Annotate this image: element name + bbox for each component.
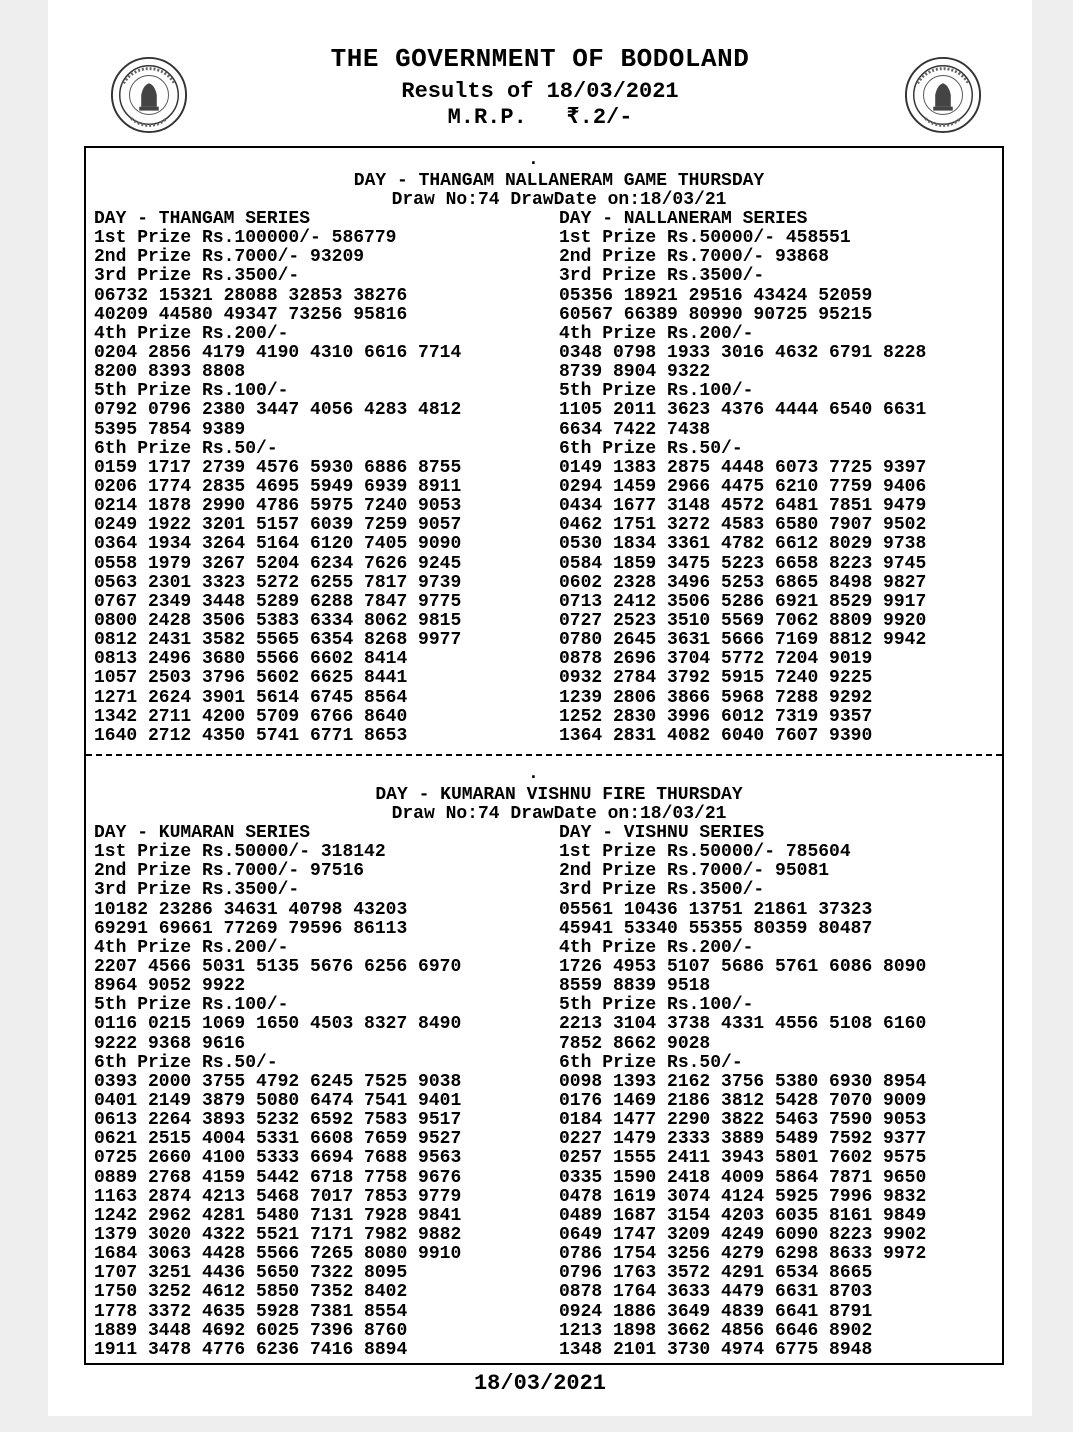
section-title: DAY - KUMARAN VISHNU FIRE THURSDAY xyxy=(375,785,743,805)
result-line: 0727 2523 3510 5569 7062 8809 9920 xyxy=(559,610,927,631)
result-line: 1348 2101 3730 4974 6775 8948 xyxy=(559,1339,873,1360)
series-column-right xyxy=(559,210,926,746)
result-line: 69291 69661 77269 79596 86113 xyxy=(94,918,408,939)
result-line: 4th Prize Rs.200/- xyxy=(559,937,754,958)
result-line: 0176 1469 2186 3812 5428 7070 9009 xyxy=(559,1090,927,1111)
result-line: 1163 2874 4213 5468 7017 7853 9779 xyxy=(94,1186,462,1207)
result-line: 3rd Prize Rs.3500/- xyxy=(94,880,300,901)
result-line: 0393 2000 3755 4792 6245 7525 9038 xyxy=(94,1071,462,1092)
result-line: 0584 1859 3475 5223 6658 8223 9745 xyxy=(559,553,927,574)
series-column-left xyxy=(94,824,461,1360)
results-box xyxy=(84,146,1004,1365)
result-line: 4th Prize Rs.200/- xyxy=(94,323,289,344)
result-line: 0602 2328 3496 5253 6865 8498 9827 xyxy=(559,572,927,593)
result-line: 1726 4953 5107 5686 5761 6086 8090 xyxy=(559,956,927,977)
result-line: 10182 23286 34631 40798 43203 xyxy=(94,899,408,920)
result-line: 1778 3372 4635 5928 7381 8554 xyxy=(94,1301,408,1322)
result-line: 1st Prize Rs.100000/- 586779 xyxy=(94,228,397,249)
result-line: 3rd Prize Rs.3500/- xyxy=(559,266,765,287)
result-line: 0204 2856 4179 4190 4310 6616 7714 xyxy=(94,342,462,363)
result-line: 8559 8839 9518 xyxy=(559,976,711,997)
section-dot: . xyxy=(528,150,539,170)
result-line: 1242 2962 4281 5480 7131 7928 9841 xyxy=(94,1205,462,1226)
result-line: 2nd Prize Rs.7000/- 93868 xyxy=(559,247,830,268)
result-line: 05561 10436 13751 21861 37323 xyxy=(559,899,873,920)
result-line: DAY - NALLANERAM SERIES xyxy=(559,209,808,229)
result-line: 06732 15321 28088 32853 38276 xyxy=(94,285,408,306)
result-line: 1271 2624 3901 5614 6745 8564 xyxy=(94,687,408,708)
result-line: 0792 0796 2380 3447 4056 4283 4812 xyxy=(94,400,462,421)
result-line: 0780 2645 3631 5666 7169 8812 9942 xyxy=(559,630,927,651)
result-line: 1364 2831 4082 6040 7607 9390 xyxy=(559,725,873,746)
result-line: 2nd Prize Rs.7000/- 93209 xyxy=(94,247,365,268)
result-line: 5395 7854 9389 xyxy=(94,419,246,440)
result-line: 0478 1619 3074 4124 5925 7996 9832 xyxy=(559,1186,927,1207)
result-line: 0434 1677 3148 4572 6481 7851 9479 xyxy=(559,496,927,517)
result-line: 0149 1383 2875 4448 6073 7725 9397 xyxy=(559,457,927,478)
result-line: 0558 1979 3267 5204 6234 7626 9245 xyxy=(94,553,462,574)
result-line: 5th Prize Rs.100/- xyxy=(559,381,754,402)
result-line: 4th Prize Rs.200/- xyxy=(94,937,289,958)
result-line: 1239 2806 3866 5968 7288 9292 xyxy=(559,687,873,708)
result-line: 6th Prize Rs.50/- xyxy=(559,1052,743,1073)
result-line: 0098 1393 2162 3756 5380 6930 8954 xyxy=(559,1071,927,1092)
result-line: 1707 3251 4436 5650 7322 8095 xyxy=(94,1263,408,1284)
result-line: 1911 3478 4776 6236 7416 8894 xyxy=(94,1339,408,1360)
result-line: 0294 1459 2966 4475 6210 7759 9406 xyxy=(559,476,927,497)
result-line: 1252 2830 3996 6012 7319 9357 xyxy=(559,706,873,727)
result-line: 0786 1754 3256 4279 6298 8633 9972 xyxy=(559,1244,927,1265)
result-line: 0364 1934 3264 5164 6120 7405 9090 xyxy=(94,534,462,555)
result-line: 0530 1834 3361 4782 6612 8029 9738 xyxy=(559,534,927,555)
result-line: 0214 1878 2990 4786 5975 7240 9053 xyxy=(94,496,462,517)
result-line: 0613 2264 3893 5232 6592 7583 9517 xyxy=(94,1110,462,1131)
result-line: 4th Prize Rs.200/- xyxy=(559,323,754,344)
result-line: 1st Prize Rs.50000/- 785604 xyxy=(559,842,851,863)
result-line: 1640 2712 4350 5741 6771 8653 xyxy=(94,725,408,746)
result-line: 0116 0215 1069 1650 4503 8327 8490 xyxy=(94,1014,462,1035)
result-line: 1st Prize Rs.50000/- 318142 xyxy=(94,842,386,863)
result-line: 0932 2784 3792 5915 7240 9225 xyxy=(559,668,873,689)
result-line: 8964 9052 9922 xyxy=(94,976,246,997)
result-line: 0813 2496 3680 5566 6602 8414 xyxy=(94,649,408,670)
results-date: Results of 18/03/2021 xyxy=(401,79,679,104)
result-line: 05356 18921 29516 43424 52059 xyxy=(559,285,873,306)
series-column-left xyxy=(94,210,461,746)
result-line: 0767 2349 3448 5289 6288 7847 9775 xyxy=(94,591,462,612)
result-line: 3rd Prize Rs.3500/- xyxy=(94,266,300,287)
result-line: 0796 1763 3572 4291 6534 8665 xyxy=(559,1263,873,1284)
result-line: 0800 2428 3506 5383 6334 8062 9815 xyxy=(94,610,462,631)
section-divider xyxy=(86,754,1002,756)
result-line: 1379 3020 4322 5521 7171 7982 9882 xyxy=(94,1224,462,1245)
result-sheet xyxy=(48,0,1032,1416)
draw-info: Draw No:74 DrawDate on:18/03/21 xyxy=(391,190,727,210)
result-line: 5th Prize Rs.100/- xyxy=(94,381,289,402)
result-line: 9222 9368 9616 xyxy=(94,1033,246,1054)
series-column-right xyxy=(559,824,926,1360)
section-dot: . xyxy=(528,764,539,784)
result-line: 0462 1751 3272 4583 6580 7907 9502 xyxy=(559,515,927,536)
draw-info: Draw No:74 DrawDate on:18/03/21 xyxy=(391,804,727,824)
result-line: 0924 1886 3649 4839 6641 8791 xyxy=(559,1301,873,1322)
result-line: 0489 1687 3154 4203 6035 8161 9849 xyxy=(559,1205,927,1226)
result-line: 0401 2149 3879 5080 6474 7541 9401 xyxy=(94,1090,462,1111)
result-line: 0878 1764 3633 4479 6631 8703 xyxy=(559,1282,873,1303)
result-line: 0348 0798 1933 3016 4632 6791 8228 xyxy=(559,342,927,363)
result-line: 0878 2696 3704 5772 7204 9019 xyxy=(559,649,873,670)
result-line: DAY - KUMARAN SERIES xyxy=(94,823,311,843)
result-line: 6634 7422 7438 xyxy=(559,419,711,440)
page-title: THE GOVERNMENT OF BODOLAND xyxy=(330,44,750,74)
result-line: 1889 3448 4692 6025 7396 8760 xyxy=(94,1320,408,1341)
result-line: 6th Prize Rs.50/- xyxy=(94,1052,278,1073)
result-line: 40209 44580 49347 73256 95816 xyxy=(94,304,408,325)
result-line: 2nd Prize Rs.7000/- 95081 xyxy=(559,861,830,882)
result-line: 0227 1479 2333 3889 5489 7592 9377 xyxy=(559,1129,927,1150)
result-line: 2213 3104 3738 4331 4556 5108 6160 xyxy=(559,1014,927,1035)
result-line: DAY - THANGAM SERIES xyxy=(94,209,311,229)
result-line: 0563 2301 3323 5272 6255 7817 9739 xyxy=(94,572,462,593)
result-line: 0257 1555 2411 3943 5801 7602 9575 xyxy=(559,1148,927,1169)
result-line: 45941 53340 55355 80359 80487 xyxy=(559,918,873,939)
result-line: 0725 2660 4100 5333 6694 7688 9563 xyxy=(94,1148,462,1169)
result-line: 60567 66389 80990 90725 95215 xyxy=(559,304,873,325)
result-line: 1213 1898 3662 4856 6646 8902 xyxy=(559,1320,873,1341)
result-line: 7852 8662 9028 xyxy=(559,1033,711,1054)
result-line: 1342 2711 4200 5709 6766 8640 xyxy=(94,706,408,727)
result-line: 1684 3063 4428 5566 7265 8080 9910 xyxy=(94,1244,462,1265)
result-line: 1st Prize Rs.50000/- 458551 xyxy=(559,228,851,249)
result-line: 5th Prize Rs.100/- xyxy=(94,995,289,1016)
result-line: 1105 2011 3623 4376 4444 6540 6631 xyxy=(559,400,927,421)
result-line: 0335 1590 2418 4009 5864 7871 9650 xyxy=(559,1167,927,1188)
result-line: 0649 1747 3209 4249 6090 8223 9902 xyxy=(559,1224,927,1245)
result-line: 2207 4566 5031 5135 5676 6256 6970 xyxy=(94,956,462,977)
result-line: 0159 1717 2739 4576 5930 6886 8755 xyxy=(94,457,462,478)
result-line: 0184 1477 2290 3822 5463 7590 9053 xyxy=(559,1110,927,1131)
result-line: 8200 8393 8808 xyxy=(94,362,246,383)
result-line: 5th Prize Rs.100/- xyxy=(559,995,754,1016)
result-line: 1750 3252 4612 5850 7352 8402 xyxy=(94,1282,408,1303)
result-line: 6th Prize Rs.50/- xyxy=(559,438,743,459)
result-line: 0206 1774 2835 4695 5949 6939 8911 xyxy=(94,476,462,497)
result-line: 0249 1922 3201 5157 6039 7259 9057 xyxy=(94,515,462,536)
result-line: 8739 8904 9322 xyxy=(559,362,711,383)
result-line: 3rd Prize Rs.3500/- xyxy=(559,880,765,901)
result-line: 0621 2515 4004 5331 6608 7659 9527 xyxy=(94,1129,462,1150)
section-title: DAY - THANGAM NALLANERAM GAME THURSDAY xyxy=(353,171,765,191)
result-line: 0713 2412 3506 5286 6921 8529 9917 xyxy=(559,591,927,612)
result-line: 0889 2768 4159 5442 6718 7758 9676 xyxy=(94,1167,462,1188)
footer-date: 18/03/2021 xyxy=(473,1371,607,1396)
result-line: 6th Prize Rs.50/- xyxy=(94,438,278,459)
mrp-price: M.R.P. ₹.2/- xyxy=(447,105,633,130)
result-line: DAY - VISHNU SERIES xyxy=(559,823,765,843)
result-line: 2nd Prize Rs.7000/- 97516 xyxy=(94,861,365,882)
result-line: 0812 2431 3582 5565 6354 8268 9977 xyxy=(94,630,462,651)
result-line: 1057 2503 3796 5602 6625 8441 xyxy=(94,668,408,689)
